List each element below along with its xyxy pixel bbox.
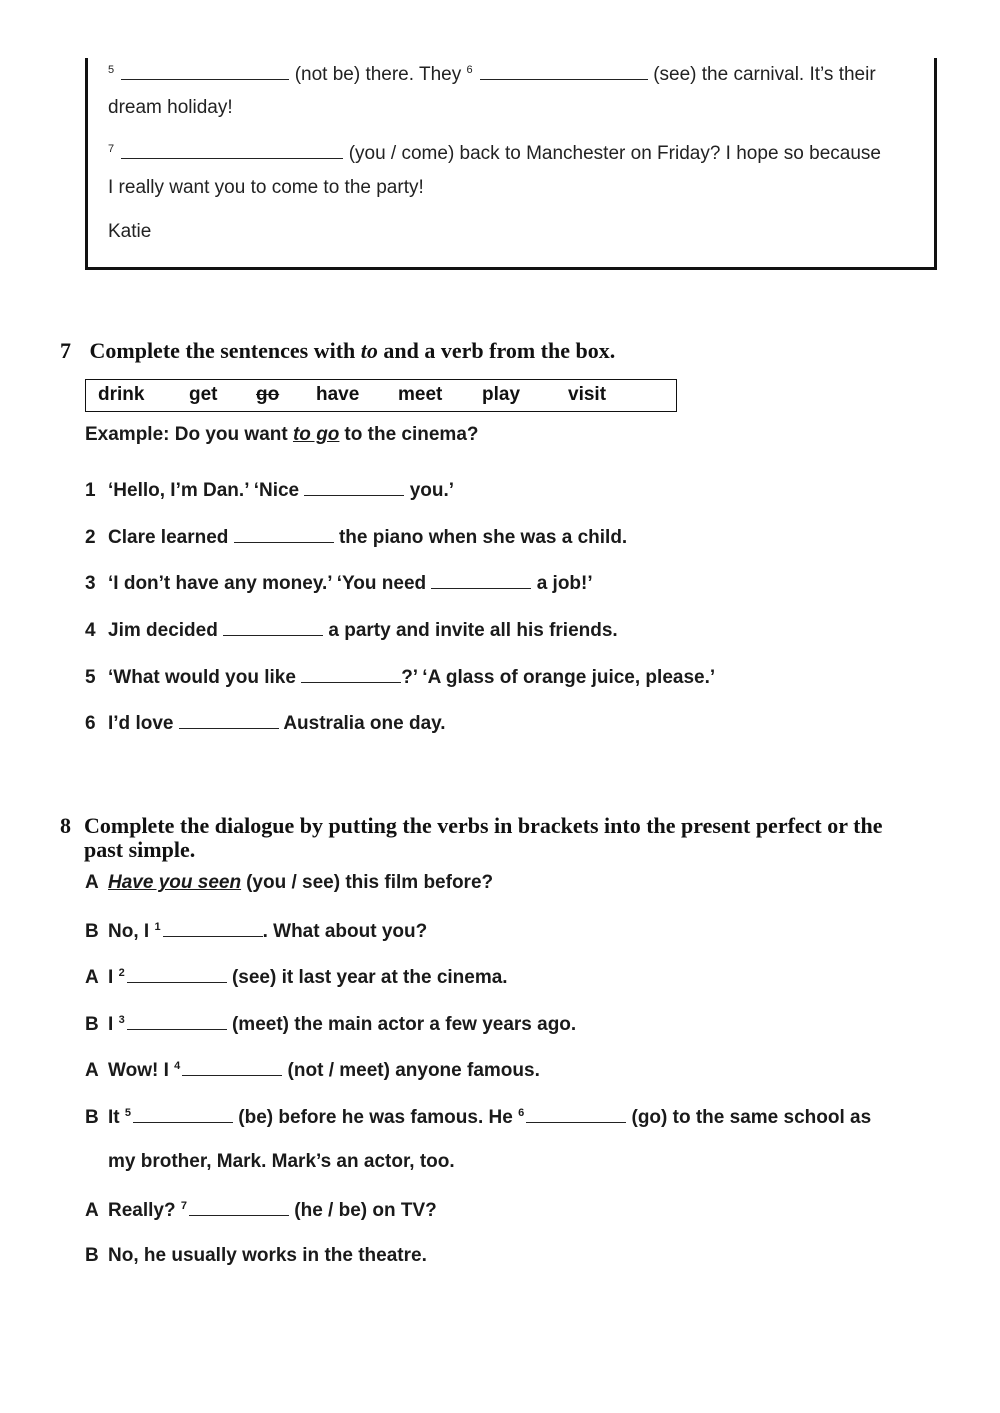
- exercise-7-item: [85, 665, 715, 689]
- word-box: [85, 379, 677, 412]
- speaker-label: A: [85, 872, 99, 893]
- answer-blank-2[interactable]: [127, 965, 227, 983]
- answer-blank[interactable]: [304, 478, 404, 496]
- dialogue-line: [85, 1245, 427, 1267]
- answer-blank-7[interactable]: [189, 1198, 289, 1216]
- dialogue-text: No, he usually works in the theatre.: [108, 1245, 427, 1266]
- letter-signature: Katie: [108, 221, 152, 242]
- letter-text: (see) the carnival. It’s their: [653, 64, 876, 85]
- word-meet: meet: [398, 384, 443, 405]
- speaker-label: A: [85, 967, 99, 988]
- speaker-label: B: [85, 1107, 99, 1128]
- gap-number: 5: [108, 63, 115, 76]
- item-text: ‘What would you like: [108, 667, 296, 688]
- dialogue-text: No, I: [108, 921, 150, 942]
- dialogue-text: (meet) the main actor a few years ago.: [231, 1014, 577, 1035]
- exercise-8-heading: [60, 813, 882, 839]
- gap-number: 5: [124, 1106, 132, 1119]
- item-number: 1: [85, 480, 96, 501]
- gap-number: 1: [154, 920, 161, 933]
- dialogue-text: I: [108, 1014, 114, 1035]
- exercise-number: 7: [60, 338, 71, 363]
- heading-text: Complete the dialogue by putting the verbs in brackets into the present perfect or the: [84, 813, 883, 838]
- word-drink: drink: [98, 384, 145, 405]
- example-answer: to go: [292, 424, 340, 445]
- letter-line-3: [108, 141, 881, 165]
- gap-number: 7: [180, 1199, 187, 1212]
- item-text: a job!’: [536, 573, 593, 594]
- item-number: 2: [85, 527, 96, 548]
- exercise-7-heading: [60, 338, 615, 364]
- letter-line-4: I really want you to come to the party!: [108, 177, 424, 198]
- heading-text: Complete the sentences with: [89, 338, 356, 363]
- dialogue-text: (you / see) this film before?: [246, 872, 494, 893]
- gap-number: 4: [174, 1059, 181, 1072]
- letter-text: (you / come) back to Manchester on Friday? I hope so because: [348, 143, 881, 164]
- word-go-crossed: go: [256, 384, 280, 405]
- heading-emphasis: to: [360, 338, 378, 363]
- item-text: ?’ ‘A glass of orange juice, please.’: [401, 667, 716, 688]
- dialogue-text: Wow! I: [108, 1060, 169, 1081]
- speaker-label: B: [85, 921, 99, 942]
- dialogue-text: . What about you?: [262, 921, 428, 942]
- answer-blank-6[interactable]: [480, 62, 648, 80]
- dialogue-text: Really?: [108, 1200, 176, 1221]
- answer-blank-5[interactable]: [133, 1105, 233, 1123]
- item-text: a party and invite all his friends.: [328, 620, 618, 641]
- answer-blank[interactable]: [234, 525, 334, 543]
- item-text: I’d love: [108, 713, 174, 734]
- answer-blank[interactable]: [179, 711, 279, 729]
- item-text: Jim decided: [108, 620, 218, 641]
- gap-number: 2: [118, 966, 125, 979]
- heading-text: and a verb from the box.: [383, 338, 616, 363]
- exercise-8-heading-line-2: past simple.: [84, 837, 196, 862]
- item-text: ‘Hello, I’m Dan.’ ‘Nice: [108, 480, 300, 501]
- letter-text: (not be) there. They: [294, 64, 462, 85]
- gap-number: 6: [518, 1106, 525, 1119]
- word-visit: visit: [568, 384, 607, 405]
- dialogue-line: [85, 919, 427, 943]
- item-text: you.’: [409, 480, 455, 501]
- speaker-label: B: [85, 1014, 99, 1035]
- dialogue-text: (be) before he was famous. He: [238, 1107, 513, 1128]
- exercise-7-item: [85, 525, 627, 549]
- speaker-label: A: [85, 1200, 99, 1221]
- gap-number: 6: [466, 63, 473, 76]
- answer-blank[interactable]: [301, 665, 401, 683]
- example-answer: Have you seen: [108, 872, 242, 893]
- word-get: get: [189, 384, 218, 405]
- gap-number: 3: [118, 1013, 125, 1026]
- item-number: 6: [85, 713, 96, 734]
- dialogue-line-continuation: my brother, Mark. Mark’s an actor, too.: [108, 1151, 455, 1172]
- answer-blank-7[interactable]: [121, 141, 343, 159]
- dialogue-text: I: [108, 967, 114, 988]
- answer-blank-4[interactable]: [182, 1058, 282, 1076]
- word-play: play: [482, 384, 521, 405]
- dialogue-line: [85, 1058, 540, 1082]
- answer-blank[interactable]: [223, 618, 323, 636]
- letter-line-2: dream holiday!: [108, 97, 233, 118]
- exercise-7-item: [85, 478, 454, 502]
- dialogue-text: It: [108, 1107, 120, 1128]
- gap-number: 7: [108, 142, 115, 155]
- word-have: have: [316, 384, 360, 405]
- item-number: 4: [85, 620, 96, 641]
- exercise-7-item: [85, 571, 593, 595]
- example-text: Example: Do you want: [85, 424, 288, 445]
- item-text: the piano when she was a child.: [338, 527, 628, 548]
- exercise-7-item: [85, 711, 446, 735]
- exercise-number: 8: [60, 813, 71, 838]
- speaker-label: B: [85, 1245, 99, 1266]
- item-number: 5: [85, 667, 96, 688]
- dialogue-line: [85, 1012, 576, 1036]
- answer-blank-3[interactable]: [127, 1012, 227, 1030]
- dialogue-text: (go) to the same school as: [631, 1107, 872, 1128]
- letter-line-1: [108, 62, 876, 86]
- dialogue-text: (he / be) on TV?: [294, 1200, 437, 1221]
- example-line: [85, 424, 479, 446]
- dialogue-line: [85, 1198, 437, 1222]
- dialogue-line: [85, 872, 493, 894]
- speaker-label: A: [85, 1060, 99, 1081]
- answer-blank[interactable]: [431, 571, 531, 589]
- item-text: Clare learned: [108, 527, 229, 548]
- answer-blank-1[interactable]: [163, 919, 263, 937]
- answer-blank-6[interactable]: [526, 1105, 626, 1123]
- exercise-7-item: [85, 618, 618, 642]
- dialogue-line: [85, 1105, 871, 1129]
- answer-blank-5[interactable]: [121, 62, 289, 80]
- item-text: ‘I don’t have any money.’ ‘You need: [108, 573, 427, 594]
- item-number: 3: [85, 573, 96, 594]
- dialogue-text: (see) it last year at the cinema.: [231, 967, 508, 988]
- dialogue-line: [85, 965, 508, 989]
- dialogue-text: (not / meet) anyone famous.: [287, 1060, 540, 1081]
- item-text: Australia one day.: [283, 713, 446, 734]
- example-text: to the cinema?: [344, 424, 479, 445]
